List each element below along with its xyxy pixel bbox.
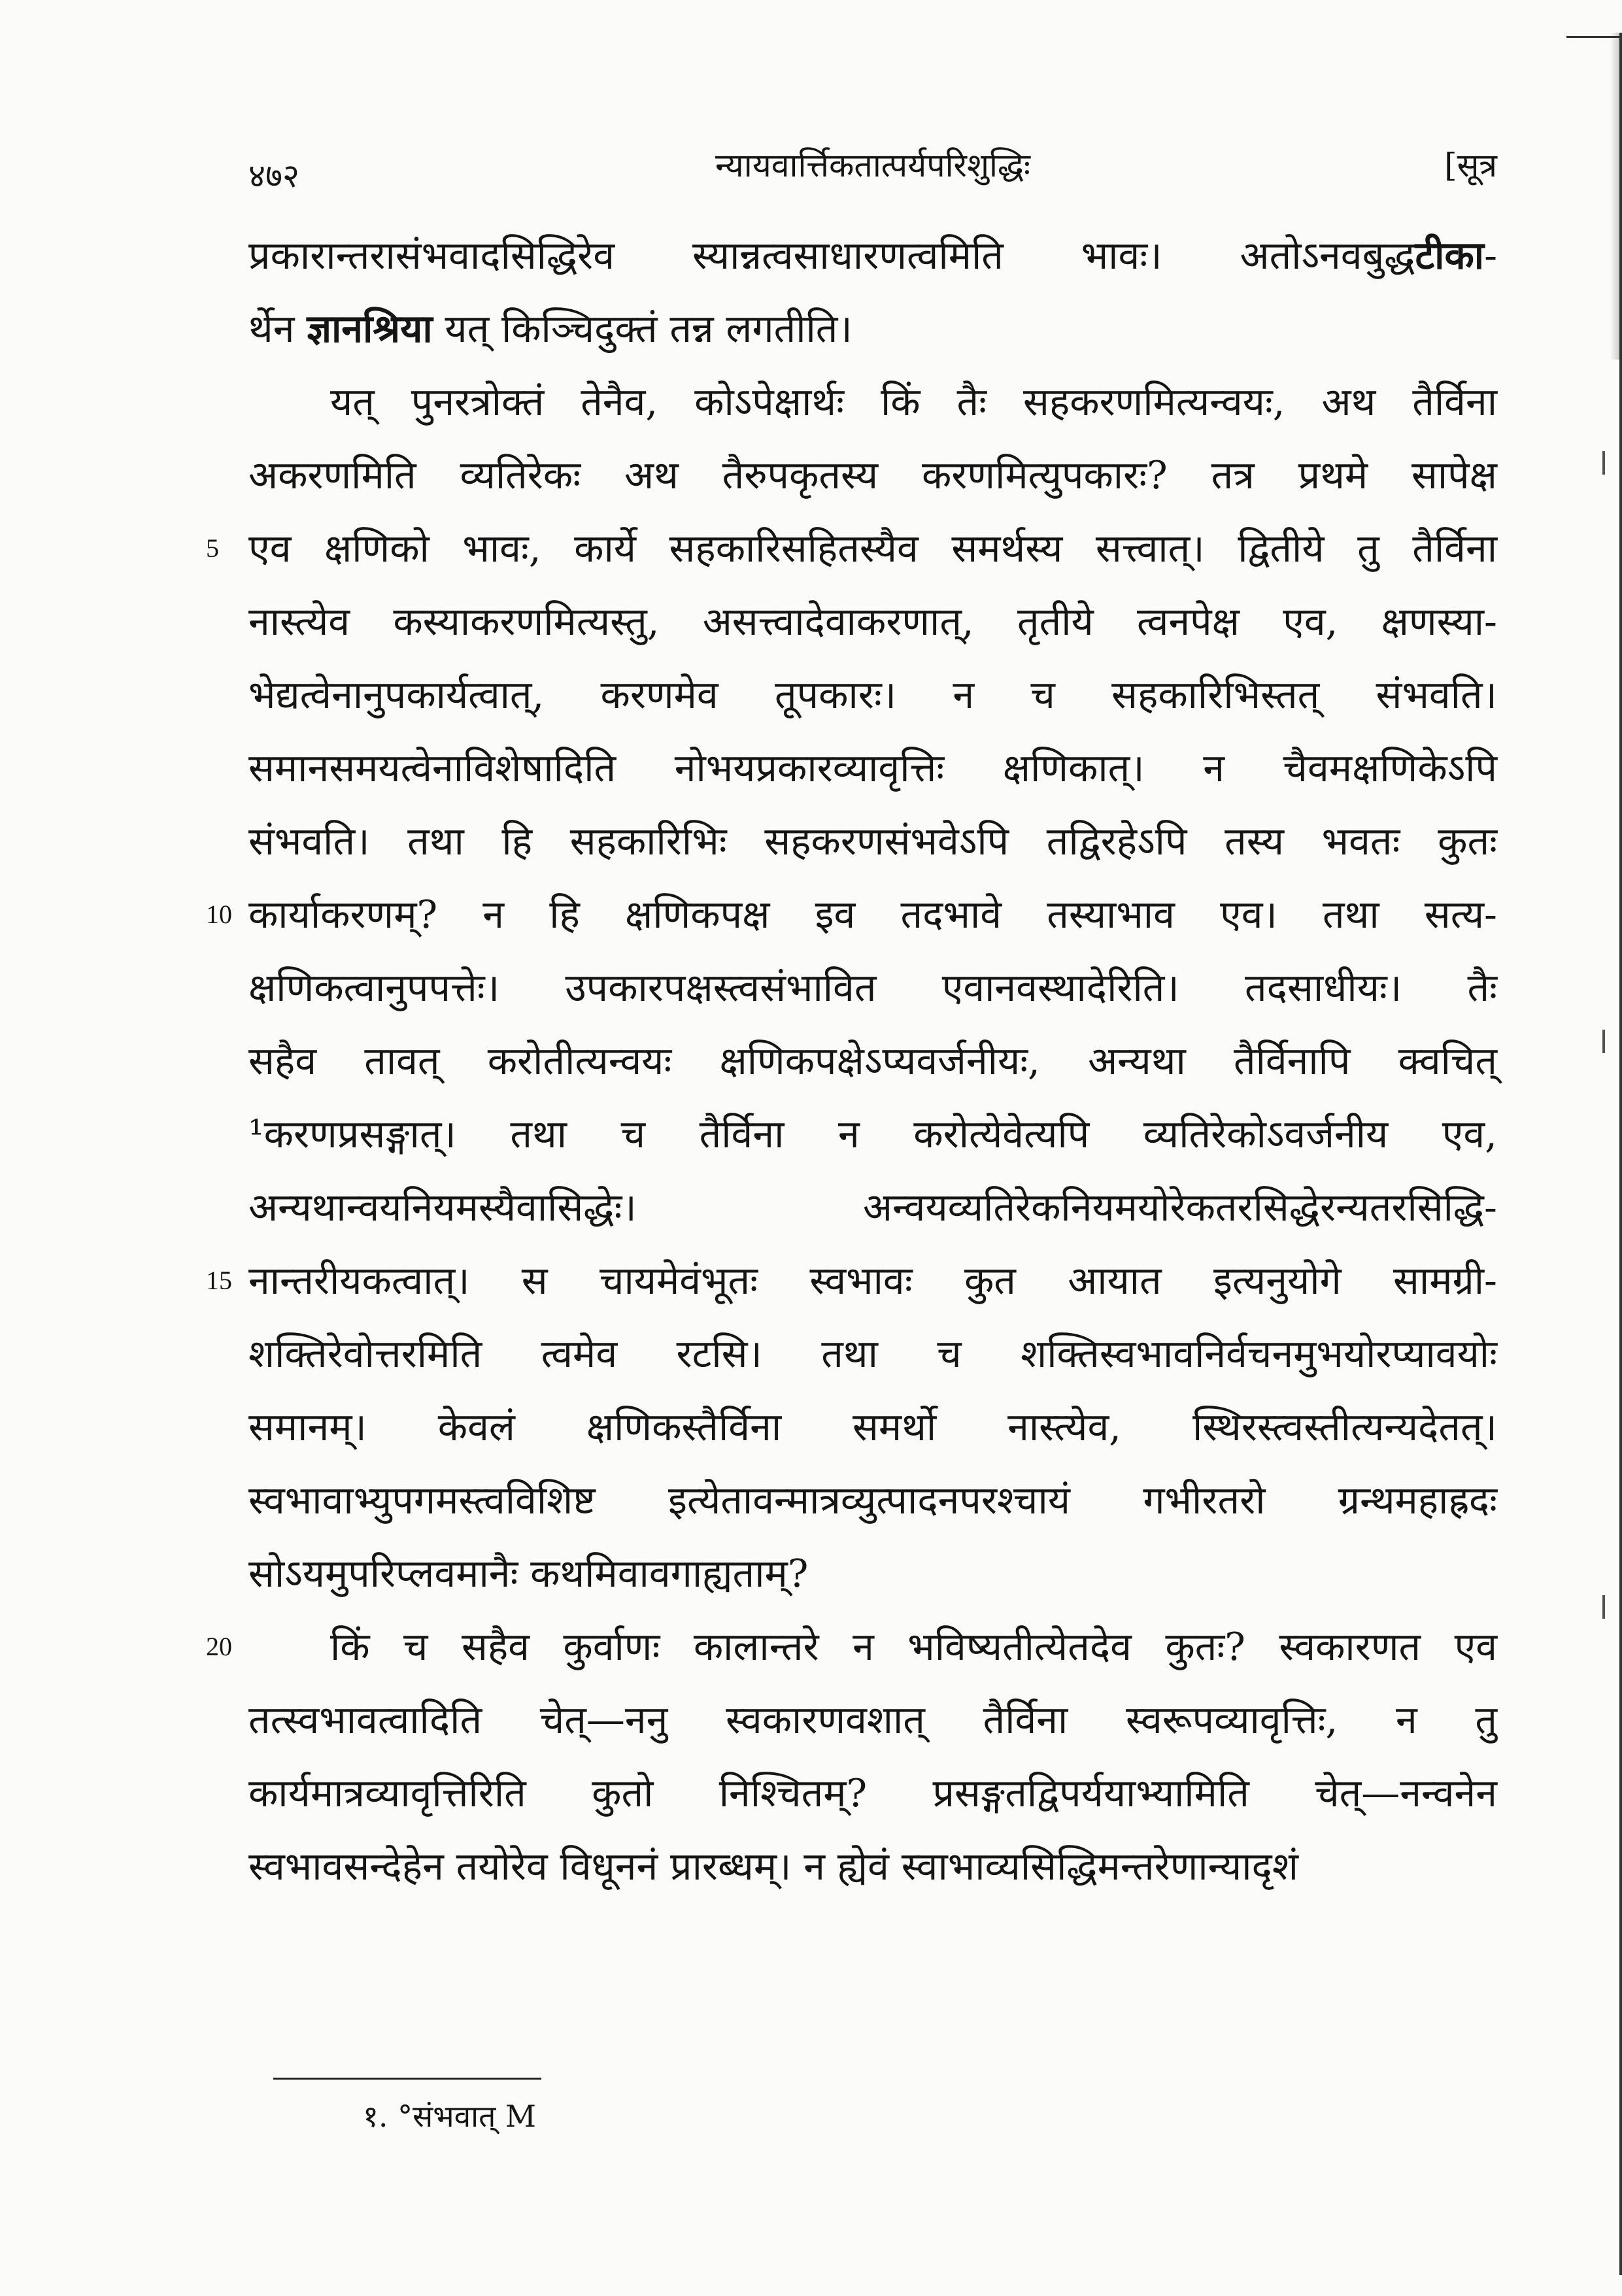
line-text: कार्याकरणम्? न हि क्षणिकपक्ष इव तदभावे तस्याभाव एव। तथा सत्य-: [248, 892, 1497, 937]
line-text: अकरणमिति व्यतिरेकः अथ तैरुपकृतस्य करणमित्युपकारः? तत्र प्रथमे सापेक्ष: [248, 452, 1497, 498]
footnote-rule: [273, 2078, 541, 2080]
text-line: [248, 219, 1497, 292]
text-line: [206, 1244, 1497, 1317]
text-line: [248, 1464, 1497, 1537]
line-text: शक्तिरेवोत्तरमिति त्वमेव रटसि। तथा च शक्तिस्वभावनिर्वचनमुभयोरप्यावयोः: [248, 1331, 1497, 1376]
page-number: ४७२: [248, 157, 299, 195]
line-text: कार्यमात्रव्यावृत्तिरिति कुतो निश्चितम्? प्रसङ्गतद्विपर्ययाभ्यामिति चेत्—नन्वनेन: [248, 1770, 1497, 1815]
text-line: [248, 1171, 1497, 1244]
section-marker: [सूत्र: [1444, 146, 1497, 184]
line-text: संभवति। तथा हि सहकारिभिः सहकरणसंभवेऽपि तद्विरहेऽपि तस्य भवतः कुतः: [248, 819, 1497, 864]
line-text: एव क्षणिको भावः, कार्ये सहकारिसहितस्यैव समर्थस्य सत्त्वात्। द्वितीये तु तैर्विना: [248, 526, 1497, 571]
line-text: प्रकारान्तरासंभवादसिद्धिरेव स्यान्नत्वसाधारणत्वमिति भावः। अतोऽनवबुद्धटीका-: [248, 233, 1497, 278]
line-number: 15: [206, 1266, 232, 1295]
page-edge-mark: [1602, 451, 1605, 475]
page-edge-mark: [1602, 1030, 1605, 1053]
line-text: सहैव तावत् करोतीत्यन्वयः क्षणिकपक्षेऽप्यवर्जनीयः, अन्यथा तैर्विनापि क्वचित्: [248, 1038, 1497, 1083]
text-line: [248, 1683, 1497, 1757]
line-text: अन्यथान्वयनियमस्यैवासिद्धेः। अन्वयव्यतिरेकनियमयोरेकतरसिद्धेरन्यतरसिद्धि-: [248, 1185, 1497, 1230]
text-line: [248, 585, 1497, 658]
line-number: 20: [206, 1632, 232, 1661]
text-line: [206, 512, 1497, 585]
page-edge-mark: [1602, 1595, 1605, 1619]
line-text: स्वभावाभ्युपगमस्त्वविशिष्ट इत्येतावन्मात्रव्युत्पादनपरश्चायं गभीरतरो ग्रन्थमहाह्रदः: [248, 1477, 1497, 1523]
line-text: समानसमयत्वेनाविशेषादिति नोभयप्रकारव्यावृत्तिः क्षणिकात्। न चैवमक्षणिकेऽपि: [248, 745, 1497, 790]
line-text: र्थेन ज्ञानश्रिया यत् किञ्चिदुक्तं तन्न लगतीति।: [248, 306, 853, 351]
line-text: ¹करणप्रसङ्गात्। तथा च तैर्विना न करोत्येवेत्यपि व्यतिरेकोऽवर्जनीय एव,: [248, 1111, 1497, 1156]
text-line: [248, 805, 1497, 878]
text-line: [248, 365, 1497, 439]
text-line: [248, 658, 1497, 732]
text-line: [248, 1537, 1497, 1610]
running-header: [248, 134, 1497, 195]
text-line: [248, 1024, 1497, 1098]
text-line: [248, 1317, 1497, 1391]
line-number: 5: [206, 533, 219, 563]
line-text: नान्तरीयकत्वात्। स चायमेवंभूतः स्वभावः कुत आयात इत्यनुयोगे सामग्री-: [248, 1258, 1497, 1303]
text-line: [248, 439, 1497, 512]
line-number: 10: [206, 900, 232, 929]
line-text: यत् पुनरत्रोक्तं तेनैव, कोऽपेक्षार्थः किं तैः सहकरणमित्यन्वयः, अथ तैर्विना: [330, 379, 1497, 424]
page-edge-shadow: [1610, 33, 1619, 360]
footnote: १. °संभवात् M: [363, 2099, 537, 2134]
line-text: किं च सहैव कुर्वाणः कालान्तरे न भविष्यतीत्येतदेव कुतः? स्वकारणत एव: [330, 1624, 1497, 1669]
line-text: भेद्यत्वेनानुपकार्यत्वात्, करणमेव तूपकारः। न च सहकारिभिस्तत् संभवति।: [248, 672, 1497, 717]
line-text: स्वभावसन्देहेन तयोरेव विधूननं प्रारब्धम्। न ह्येवं स्वाभाव्यसिद्धिमन्तरेणान्यादृशं: [248, 1844, 1298, 1889]
body-text: [206, 219, 1497, 1903]
text-line: [248, 1098, 1497, 1171]
line-text: तत्स्वभावत्वादिति चेत्—ननु स्वकारणवशात् तैर्विना स्वरूपव्यावृत्तिः, न तु: [248, 1697, 1497, 1742]
text-line: [206, 878, 1497, 951]
page-edge-corner: [1566, 36, 1622, 38]
line-text: नास्त्येव कस्याकरणमित्यस्तु, असत्त्वादेवाकरणात्, तृतीये त्वनपेक्ष एव, क्षणस्या-: [248, 599, 1497, 644]
line-text: समानम्। केवलं क्षणिकस्तैर्विना समर्थो नास्त्येव, स्थिरस्त्वस्तीत्यन्यदेतत्।: [248, 1404, 1497, 1449]
text-line: [206, 1610, 1497, 1683]
running-title: न्यायवार्त्तिकतात्पर्यपरिशुद्धिः: [715, 146, 1030, 184]
text-line: [248, 1391, 1497, 1464]
line-text: क्षणिकत्वानुपपत्तेः। उपकारपक्षस्त्वसंभावित एवानवस्थादेरिति। तदसाधीयः। तैः: [248, 965, 1497, 1010]
line-text: सोऽयमुपरिप्लवमानैः कथमिवावगाह्यताम्?: [248, 1551, 809, 1596]
page-edge-line: [1619, 33, 1622, 2275]
text-line: [248, 1830, 1497, 1903]
text-line: [248, 292, 1497, 365]
text-line: [248, 1757, 1497, 1830]
text-line: [248, 732, 1497, 805]
text-line: [248, 951, 1497, 1024]
